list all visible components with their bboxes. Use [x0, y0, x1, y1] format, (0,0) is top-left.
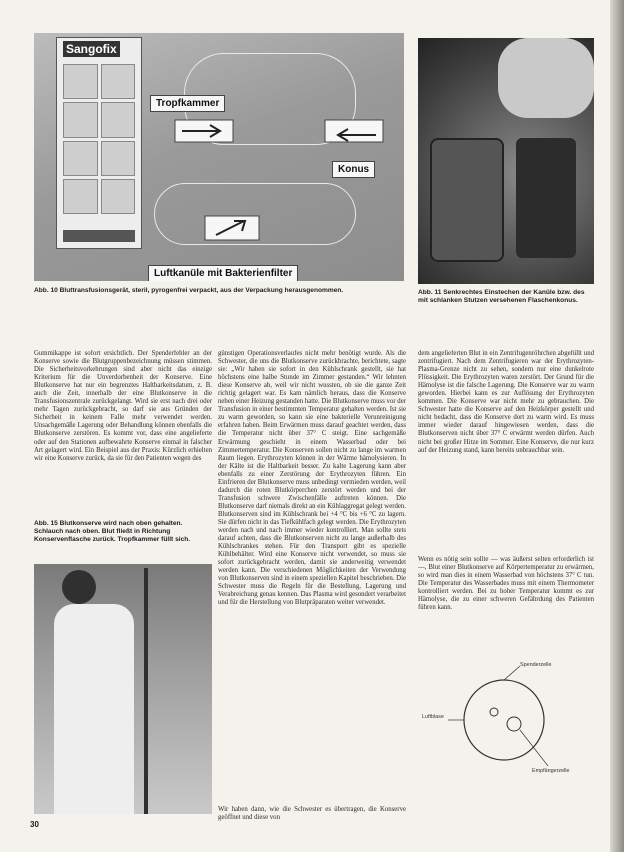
bottle-image — [516, 138, 576, 258]
nurse-photo — [34, 564, 212, 814]
stand-image — [144, 568, 148, 814]
package-title: Sangofix — [63, 41, 120, 57]
right-column-bottom-text: Wenn es nötig sein sollte — was äußerst selten erforderlich ist —, Blut einer Blutkonserve auf Körpertemperatur zu erwärmen, so wird man dies in einem Wasserbad von höchstens 37° C tun. Die Temperatur des Wasserbades muss mit einem Thermometer kontrolliert werden. Bei zu hoher Temperatur kommt es zur Hämolyse, die zu einer schweren Gefährdung des Patienten führen kann. — [418, 556, 594, 612]
middle-column-bottom-text: Wir haben dann, wie die Schwester es übertragen, die Konserve geöffnet und diese von — [218, 806, 406, 822]
diagram-label-left: Luftblase — [422, 714, 444, 720]
package-instructions-image — [63, 64, 135, 214]
cone-label: Konus — [332, 161, 375, 178]
left-column-text: Gummikappe ist sofort ersichtlich. Der Spenderfehler an der Konserve sowie die Blutgruppenbezeichnung müssen stimmen. Die Sicherheitsvorkehrungen sind aber nicht das einzige Kriterium für die Unverdorbenheit der Konserve. Eine Blutkonserve hat nur ein begrenztes Haltbarkeitsdatum, z. B. auch die Zeit, innerhalb der eine Blutkonserve in die Transfusionszentrale zurückgelangt. Wird sie erst nach drei oder mehr Tagen zurückgebracht, so darf sie aus Gründen der Sicherheit in keinem Falle mehr verwendet werden. Unsachgemäße Lagerung oder Behandlung können ebenfalls die Blutkonserve zerstören. Es kommt vor, dass eine angelieferte oder auf den Stationen aufbewahrte Konserve einmal in falscher Art gelagert wird. Ein Beispiel aus der Praxis: Kürzlich erhielten wir eine Konserve zurück, da sie für den Patienten wegen des — [34, 350, 212, 462]
page-binding-edge — [610, 0, 624, 852]
caption-abb15: Abb. 15 Blutkonserve wird nach oben gehalten. Schlauch nach oben. Blut fließt in Richtung Konservenflasche zurück. Tropfkammer füllt sich. — [34, 520, 191, 544]
cell-diagram — [420, 658, 588, 776]
caption-abb11: Abb. 11 Senkrechtes Einstechen der Kanüle bzw. des mit schlanken Stutzen versehenen Flaschenkonus. — [418, 289, 585, 305]
nurse-uniform-image — [54, 604, 134, 814]
transfusion-set-photo — [34, 33, 404, 281]
hand-image — [498, 38, 594, 118]
hands-bottle-photo — [418, 38, 594, 284]
arrow-up-icon — [204, 215, 260, 241]
caption-abb10: Abb. 10 Bluttransfusionsgerät, steril, pyrogenfrei verpackt, aus der Verpackung herausgenommen. — [34, 287, 344, 294]
bottle-image — [430, 138, 504, 262]
filter-label: Luftkanüle mit Bakterienfilter — [148, 265, 298, 281]
arrow-left-icon — [324, 119, 384, 143]
package-logo-bar — [63, 230, 135, 242]
nurse-head-image — [62, 570, 96, 604]
middle-column-text: günstigen Operationsverlaufes nicht mehr benötigt wurde. Als die Schwester, die uns die Blutkonserve zurückbrachte, berichtete, sagte sie: „Wir haben sie sofort in den Kühlschrank gestellt, sie hat höchstens eine halbe Stunde im Zimmer gestanden.“ Wir lehnten diese Konserve ab, weil wir nicht wussten, ob sie die ganze Zeit richtig gelagert war. Es kam nämlich heraus, dass die Konserve neben einer Heizung gestanden hatte. Die Blutkonserve muss vor der Transfusion in einer bestimmten Temperatur gehalten werden. Ist sie zu warm geworden, so kann sie eine bakterielle Verunreinigung erfahren haben. Beim Erwärmen muss darauf geachtet werden, dass die Temperatur nicht über 37° C steigt. Eine sachgemäße Erwärmung geschieht in einem Wasserbad oder bei Zimmertemperatur. Die Konserven sollen nicht zu lange im warmen Raum liegen. Erythrozyten können in der Wärme hämolysieren. In der Kälte ist die Haltbarkeit besser. Zu kalte Lagerung kann aber ebenfalls zu einer Zerstörung der Erythrozyten führen. Ein Einfrieren der Blutkonserve muss unbedingt vermieden werden, weil dadurch die roten Blutkörperchen zerstört werden und bei der Transfusion schwere Zwischenfälle auftreten können. Die Blutkonserve darf niemals direkt an ein Kühlaggregat gelegt werden. Blutkonserven sind im Kühlschrank bei +4 °C bis +6 °C zu lagern. Sie dürfen nicht in das Tiefkühlfach gelegt werden. Die Erythrozyten werden nach und nach immer wieder kontrolliert. Man sollte stets darauf achten, dass die Blutkonserven nicht zu lange außerhalb des Kühlschrankes stehen. Für den Transport gibt es spezielle Kühlbehälter. Wird eine Konserve nicht verwendet, so muss sie sofort zurückgebracht werden, damit sie anderweitig verwendet werden kann. Die verschiedenen Möglichkeiten der Verwendung von Blutkonserven sind in einem speziellen Kapitel beschrieben. Die Schwester muss die Regeln für die Bestellung, Lagerung und Verabreichung genau kennen. Das Plasma wird gesondert verarbeitet und für die Herstellung von Blutpräparaten weiter verwendet. — [218, 350, 406, 607]
arrow-right-icon — [174, 119, 234, 143]
page-number: 30 — [30, 820, 39, 829]
sangofix-package-image — [56, 37, 142, 249]
right-column-text: dem angelieferten Blut in ein Zentrifugenröhrchen abgefüllt und zentrifugiert. Nach dem Zentrifugieren war der Erythrozyten-Plasma-Grenze nicht zu sehen, sondern nur eine dunkelrote Flüssigkeit. Die Erythrozyten waren zerstört. Der Grund für die Hämolyse ist die falsche Lagerung. Die Konserve war zu warm geworden. Hierbei kann es zur Auflösung der Erythrozyten kommen. Die Konserve war nicht mehr zu gebrauchen. Die Schwester hatte die Konserve auf den Heizkörper gestellt und nicht bedacht, dass die Konserve dort zu warm wird. Es muss immer wieder darauf hingewiesen werden, dass die Blutkonserven nicht über 37° C erwärmt werden dürfen. Auch nicht bei großer Hitze im Sommer. Eine Konserve, die nur kurz auf der Heizung stand, kann bereits unbrauchbar sein. — [418, 350, 594, 454]
drip-chamber-label: Tropfkammer — [150, 95, 225, 112]
diagram-label-bottom: Empfängerzelle — [532, 768, 570, 774]
diagram-label-top: Spenderzelle — [520, 662, 552, 668]
